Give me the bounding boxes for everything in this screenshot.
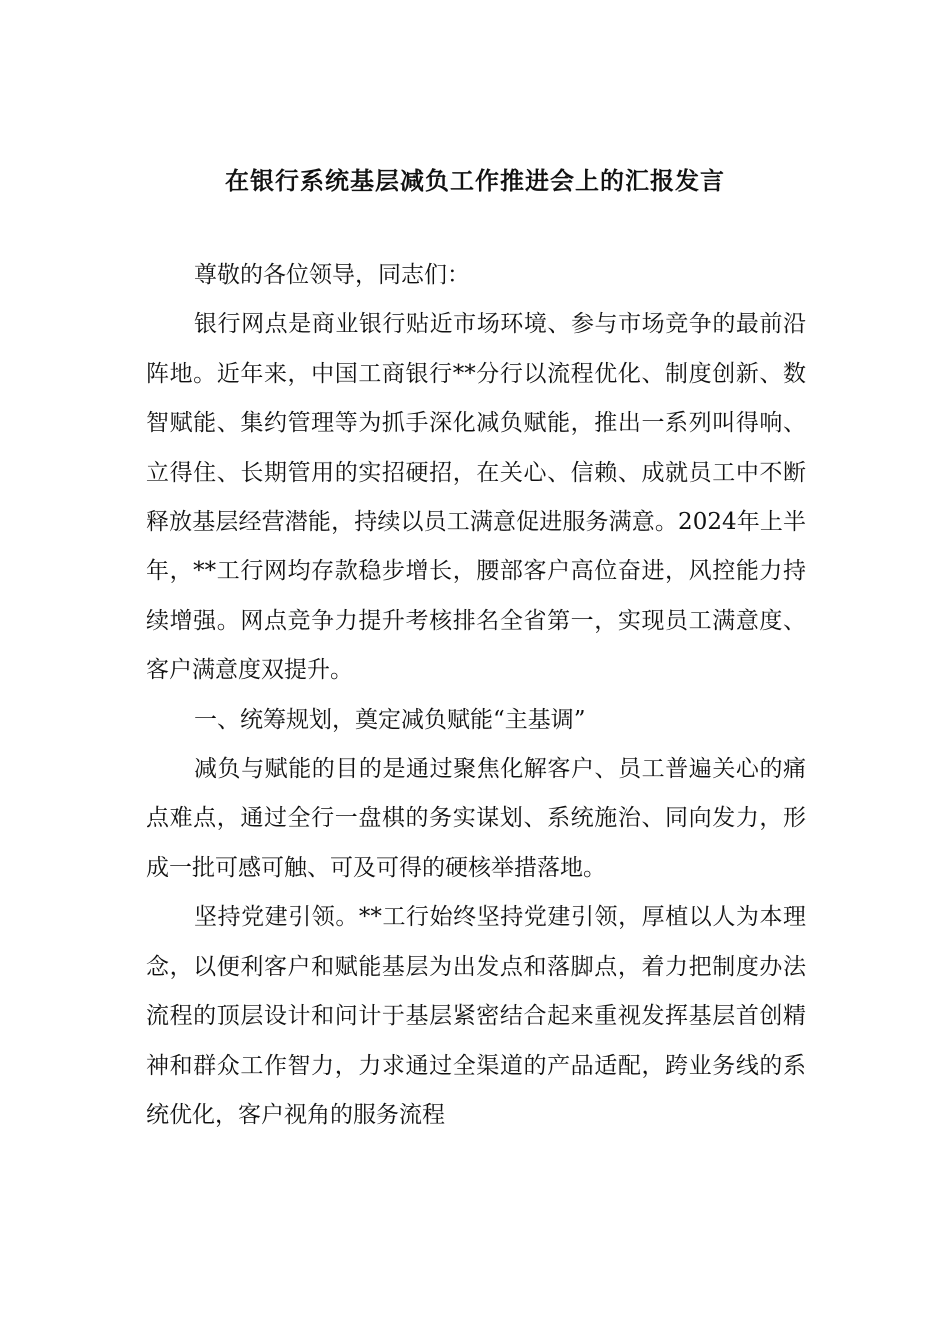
document-title: 在银行系统基层减负工作推进会上的汇报发言 — [225, 167, 725, 195]
section-heading-1: 一、统筹规划，奠定减负赋能“主基调” — [194, 706, 586, 733]
salutation-paragraph: 尊敬的各位领导，同志们： — [194, 262, 470, 288]
party-leadership-paragraph: 坚持党建引领。**工行始终坚持党建引领，厚植以人为本理念，以便利客户和赋能基层为出发点和落脚点，着力把制度办法流程的顶层设计和问计于基层紧密结合起来重视发挥基层首创精神和群众工作智力，力求通过全渠道的产品适配，跨业务线的系统优化，客户视角的服务流程 — [146, 904, 806, 1128]
intro-paragraph: 银行网点是商业银行贴近市场环境、参与市场竞争的最前沿阵地。近年来，中国工商银行**分行以流程优化、制度创新、数智赋能、集约管理等为抓手深化减负赋能，推出一系列叫得响、立得住、长期管用的实招硬招，在关心、信赖、成就员工中不断释放基层经营潜能，持续以员工满意促进服务满意。2024年上半年，**工行网均存款稳步增长，腰部客户高位奋进，风控能力持续增强。网点竞争力提升考核排名全省第一，实现员工满意度、客户满意度双提升。 — [146, 311, 806, 684]
section-1-paragraph: 减负与赋能的目的是通过聚焦化解客户、员工普遍关心的痛点难点，通过全行一盘棋的务实谋划、系统施治、同向发力，形成一批可感可触、可及可得的硬核举措落地。 — [146, 756, 806, 881]
document-body — [146, 251, 806, 1140]
